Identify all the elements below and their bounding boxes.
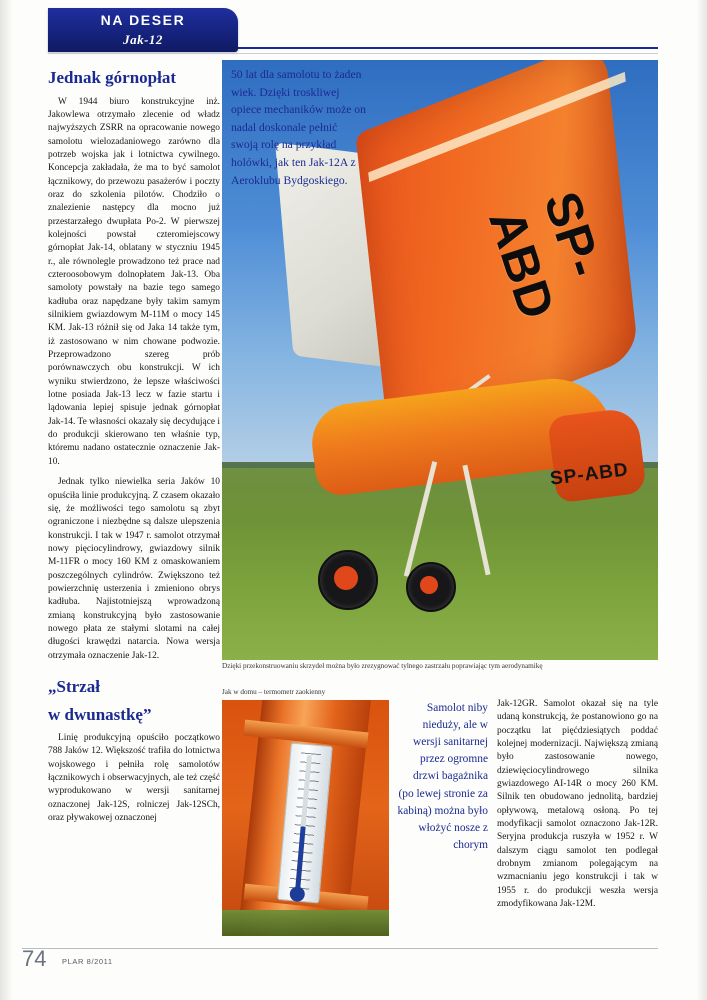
photo-grass [222, 910, 389, 936]
body-paragraph: Jak-12GR. Samolot okazał się na tyle udaną konstrukcją, że postanowiono go na początku lat pięćdziesiątych poddać kolejnej modernizacji. Największą zmianą było zastosowanie nowego, dziewięciocylindrowego silnika gwiazdowego AI-14R o mocy 260 KM. Silnik ten obudowano jednolitą, bardziej opływową, metalową osłoną. Po tej modyfikacji samolot oznaczono Jak-12R. Seryjna produkcja ruszyła w 1952 r. W dalszym ciągu samolot ten podlegał drobnym zmianom polegającym na wzmacnianiu jego konstrukcji i tak w 1955 r. do produkcji weszła wersja zmodyfikowana Jak-12M. [497, 699, 658, 910]
body-paragraph: W 1944 biuro konstrukcyjne inż. Jakowlewa otrzymało zlecenie od władz najwyższych ZSRR na opracowanie nowego samolotu wielozadaniowego zarówno dla potrzeb wojska jak i lotnictwa cywilnego. Koncepcja zakładała, że ma to być samolot łącznikowy, do przewozu pasażerów i poczty oraz do szkolenia pilotów. Chodziło o znalezienie następcy dla mocno już przestarzałego dwupłata Po-2. W pierwszej kolejności powstał czteromiejscowy górnopłat Jak-14, oblatany w styczniu 1945 r., ale równolegle prowadzono też prace nad czteroosobowym dolnopłatem Jak-13. Oba samoloty powstały na bazie tego samego kadłuba oraz napędzane były takim samym silnikiem gwiazdowym M-11M o mocy 145 KM. Jak-13 różnił się od Jaka 14 także tym, iż zastosowano w nim chowane podwozie. Przeprowadzono szereg prób porównawczych obu konstrukcji. W ich wyniku stwierdzono, że lepsze właściwości lotne posiada Jak-13 lecz w fazie startu i lądowania lepiej spisuje jednak górnopłat Jak-14. Te własności okazały się decydujące i do produkcji skierowano ten właśnie typ, któremu nadano ostatecznie oznaczenie Jak-10. [48, 96, 220, 467]
small-photo-caption: Jak w domu – termometr zaokienny [222, 688, 326, 696]
body-paragraph: Jednak tylko niewielka seria Jaków 10 opuściła linie produkcyjną. Z czasem okazało się, że możliwości tego samolotu są zbyt ograniczone i niezbędne są dalsze ulepszenia konstrukcji. I tak w 1947 r. samolot otrzymał nowy pięciocylindrowy, gwiazdowy silnik M-11FR o mocy 160 KM z omaskowaniem poszczególnych cylindrów. Zwiększono też powierzchnię usterzenia i zmieniono obrys kadłuba. Najistotniejszą wprowadzoną zmianą konstrukcyjną było zastosowanie nowego płata ze stałymi slotami na całej długości krawędzi natarcia. Nowa wersja otrzymała oznaczenie Jak-12. [48, 477, 220, 661]
main-photo-caption: Dzięki przekonstruowaniu skrzydeł można było zrezygnować tylnego zastrzału poprawiając tym aerodynamikę [222, 662, 543, 670]
page-number: 74 [22, 946, 47, 971]
aircraft-registration-wing: SP-ABD [478, 185, 614, 327]
left-text-column [48, 68, 220, 832]
small-photograph [222, 700, 389, 936]
footer-issue: PLAR 8/2011 [62, 957, 113, 966]
scan-edge-right [697, 0, 707, 1000]
pullquote-bottom: Samolot niby nieduży, ale w wersji sanitarnej przez ogromne drzwi bagażnika (po lewej stronie za kabiną) można było włożyć nosze z chorym [397, 702, 488, 851]
header-banner [48, 8, 238, 52]
aircraft-registration-fuselage: SP-ABD [548, 459, 630, 490]
article-headline-2-line1: „Strzał [48, 676, 100, 696]
footer-rule [22, 948, 658, 949]
thermometer-bulb [289, 886, 305, 902]
pullquote-top: 50 lat dla samolotu to żaden wiek. Dzięki troskliwej opiece mechaników może on nadal doskonale pełnić swoją rolę na przykład holówki, jak ten Jak-12A z Aeroklubu Bydgoskiego. [231, 68, 366, 187]
header-kicker: NA DESER [100, 12, 186, 28]
header-rule-thin [48, 53, 658, 54]
article-headline-1: Jednak górnopłat [48, 68, 176, 87]
right-text-column [497, 698, 658, 919]
header-rule-thick [238, 47, 658, 49]
body-paragraph: Linię produkcyjną opuściło początkowo 788 Jaków 12. Większość trafiła do lotnictwa wojskowego i pełniła rolę samolotów łącznikowych i obserwacyjnych, ale też część wyprodukowano w wersji sanitarnej oznaczonej Jak-12S, rolniczej Jak-12SCh, oraz pływakowej oznaczonej [48, 733, 220, 824]
article-headline-2-line2: w dwunastkę” [48, 704, 152, 724]
aircraft-wheel-hub [420, 576, 438, 594]
header-title: Jak-12 [123, 32, 163, 47]
scan-edge-left [0, 0, 12, 1000]
aircraft-wheel-hub [334, 566, 358, 590]
